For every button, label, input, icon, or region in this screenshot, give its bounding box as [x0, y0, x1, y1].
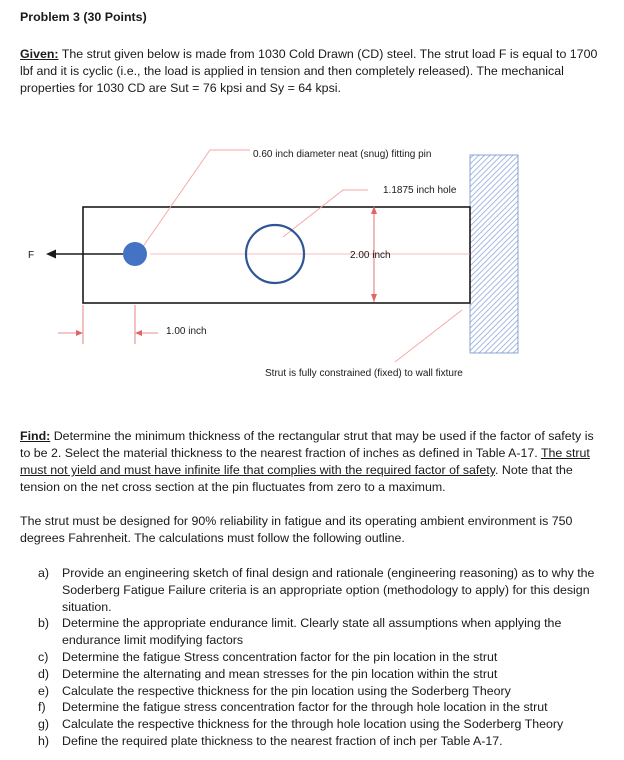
width-label: 2.00 inch: [350, 250, 391, 261]
pin-leader: [142, 150, 250, 248]
outline-item: b) Determine the appropriate endurance limit. Clearly state all assumptions when applying the endurance limit modifying factors: [38, 616, 562, 648]
force-label: F: [28, 250, 35, 261]
outline-item: h) Define the required plate thickness to the nearest fraction of inch per Table A-17.: [38, 733, 503, 748]
edge-arrow-left: [76, 330, 83, 336]
edge-arrow-right: [135, 330, 142, 336]
find-text-1: Determine the minimum thickness of the rectangular strut that may be used if the factor of safety is to be 2. Select the material thickness to the nearest fraction of inches as defined in Table A-17.: [20, 429, 594, 460]
wall-label: Strut is fully constrained (fixed) to wall fixture: [265, 368, 463, 379]
outline-item: g) Calculate the respective thickness for the through hole location using the Soderberg Theory: [38, 717, 564, 732]
find-text-3: . Note that the tension on the net cross section at the pin fluctuates from zero to a maximum.: [20, 463, 573, 494]
given-label: Given:: [20, 47, 59, 61]
hole-label: 1.1875 inch hole: [383, 185, 457, 196]
strut-diagram: [0, 130, 624, 390]
outline-item: c) Determine the fatigue Stress concentration factor for the pin location in the strut: [38, 649, 498, 664]
find-label: Find:: [20, 429, 51, 443]
wall-fixture: [470, 155, 518, 353]
hole-leader: [283, 190, 368, 237]
wall-leader: [395, 310, 462, 362]
find-paragraph: [20, 428, 604, 496]
edge-label: 1.00 inch: [166, 326, 207, 337]
width-arrow-bottom: [371, 294, 377, 302]
given-paragraph: [20, 46, 604, 97]
outline-item: a) Provide an engineering sketch of final design and rationale (engineering reasoning) as to why the Soderberg Fatigue Failure criteria is an appropriate option (methodology to apply) for this design situation.: [38, 566, 595, 614]
outline-list: [38, 565, 598, 750]
force-arrowhead: [46, 250, 56, 259]
outline-item: e) Calculate the respective thickness for the pin location using the Soderberg Theory: [38, 683, 511, 698]
find-text-requirement: The strut must not yield and must have infinite life that complies with the required factor of safety: [20, 446, 590, 477]
pin-circle: [123, 242, 147, 266]
given-text: The strut given below is made from 1030 Cold Drawn (CD) steel. The strut load F is equal to 1700 lbf and it is cyclic (i.e., the load is applied in tension and then completely released). The mechanical properties for 1030 CD are Sut = 76 kpsi and Sy = 64 kpsi.: [20, 47, 598, 95]
outline-item: f) Determine the fatigue stress concentration factor for the through hole location in the strut: [38, 700, 548, 715]
outline-item: d) Determine the alternating and mean stresses for the pin location within the strut: [38, 666, 498, 681]
problem-title: Problem 3 (30 Points): [20, 10, 147, 24]
pin-label: 0.60 inch diameter neat (snug) fitting pin: [253, 149, 432, 160]
design-paragraph: The strut must be designed for 90% reliability in fatigue and its operating ambient environment is 750 degrees Fahrenheit. The calculations must follow the following outline.: [20, 514, 573, 545]
